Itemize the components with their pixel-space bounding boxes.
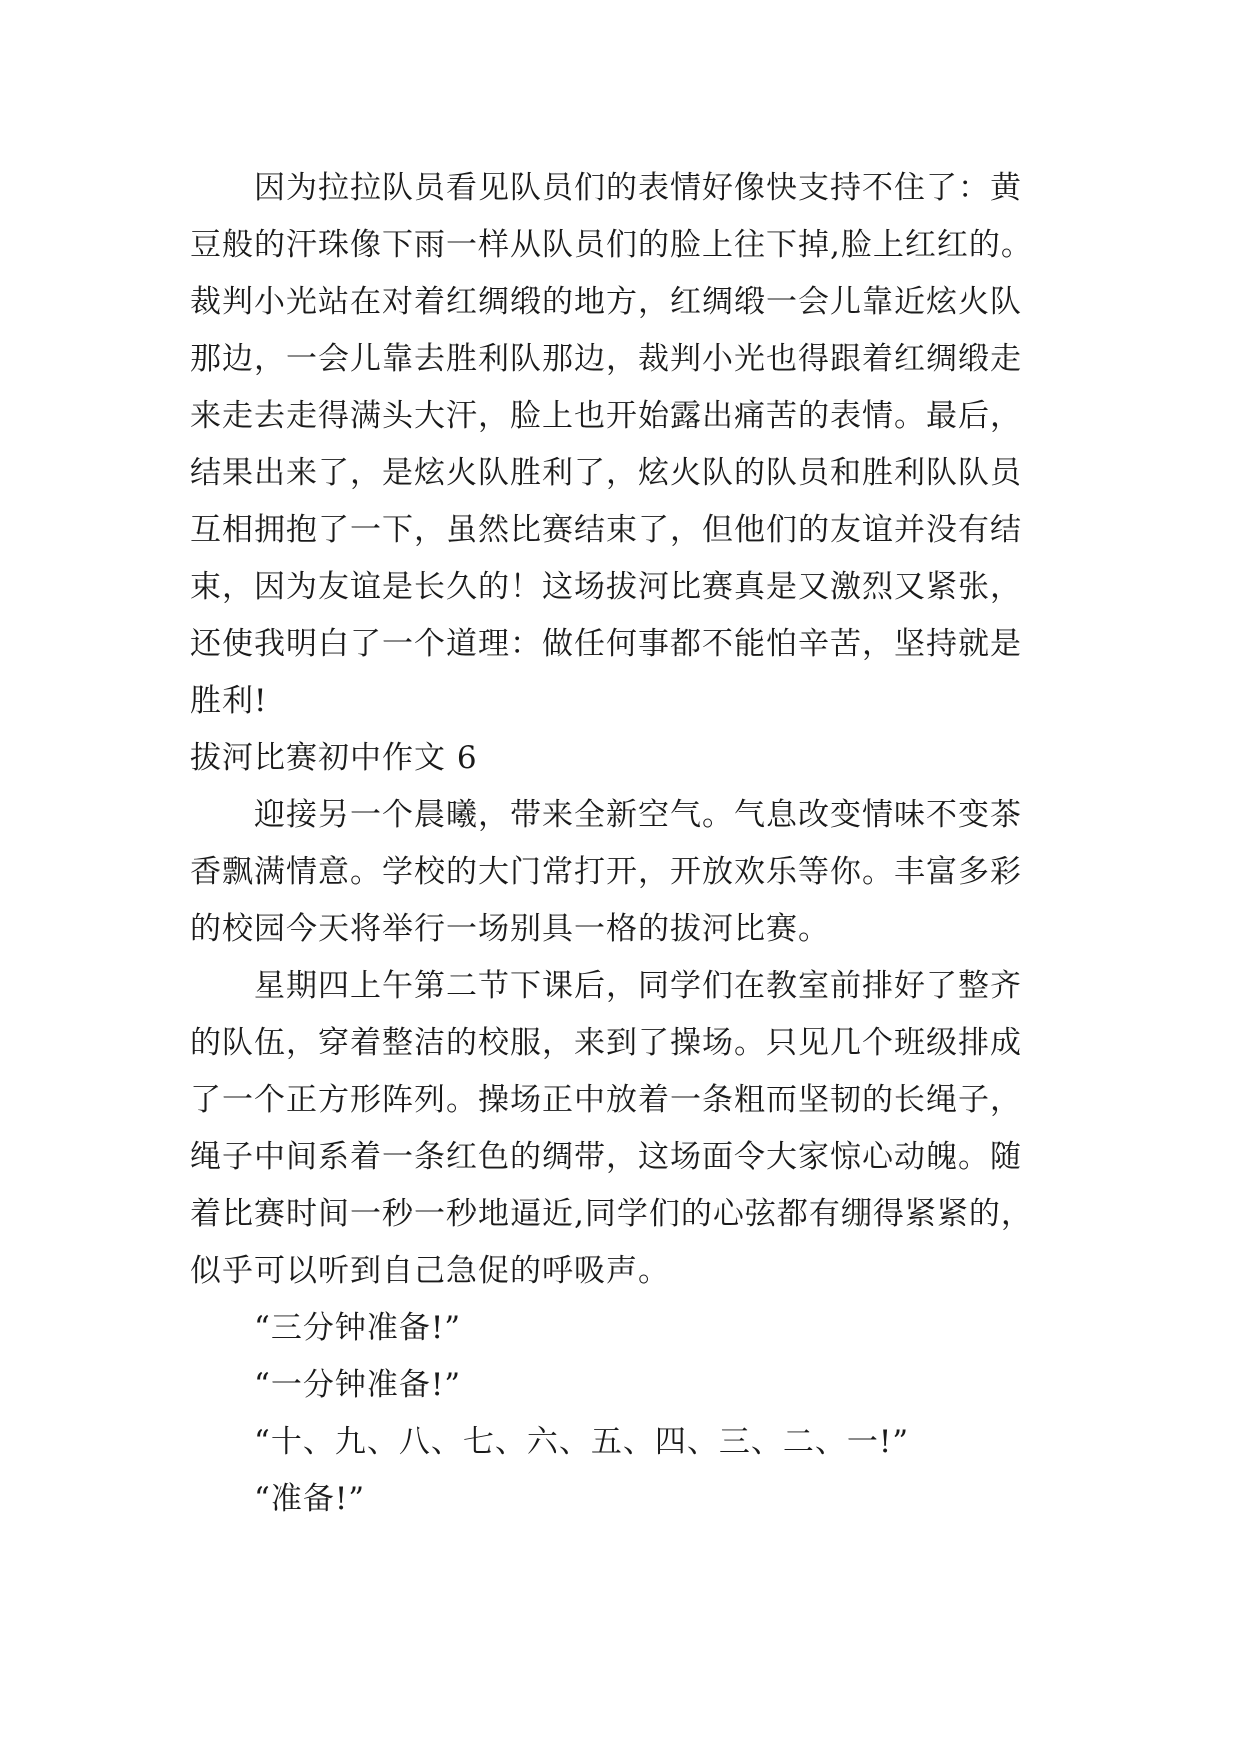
section-title: 拔河比赛初中作文 6 <box>190 740 478 776</box>
paragraph-line: 的队伍，穿着整洁的校服，来到了操场。只见几个班级排成 <box>190 1025 1022 1061</box>
paragraph-line: 了一个正方形阵列。操场正中放着一条粗而坚韧的长绳子， <box>190 1082 1022 1118</box>
paragraph-line: 结果出来了，是炫火队胜利了，炫火队的队员和胜利队队员 <box>190 455 1022 491</box>
paragraph-line: 那边，一会儿靠去胜利队那边，裁判小光也得跟着红绸缎走 <box>190 341 1022 377</box>
paragraph-line: 香飘满情意。学校的大门常打开，开放欢乐等你。丰富多彩 <box>190 854 1022 890</box>
dialogue-line: “十、九、八、七、六、五、四、三、二、一!” <box>254 1424 910 1460</box>
paragraph-line: 因为拉拉队员看见队员们的表情好像快支持不住了：黄 <box>254 170 1022 206</box>
paragraph-line: 互相拥抱了一下，虽然比赛结束了，但他们的友谊并没有结 <box>190 512 1022 548</box>
paragraph-line: 迎接另一个晨曦，带来全新空气。气息改变情味不变茶 <box>254 797 1022 833</box>
paragraph-line: 来走去走得满头大汗，脸上也开始露出痛苦的表情。最后， <box>190 398 1022 434</box>
paragraph-line: 星期四上午第二节下课后，同学们在教室前排好了整齐 <box>254 968 1022 1004</box>
essay-body <box>190 160 1070 1528</box>
paragraph-line: 胜利! <box>190 683 268 719</box>
paragraph-line: 还使我明白了一个道理：做任何事都不能怕辛苦，坚持就是 <box>190 626 1022 662</box>
paragraph-line: 着比赛时间一秒一秒地逼近,同学们的心弦都有绷得紧紧的， <box>190 1196 1033 1232</box>
paragraph-line: 的校园今天将举行一场别具一格的拔河比赛。 <box>190 911 830 947</box>
dialogue-line: “准备!” <box>254 1481 366 1517</box>
dialogue-line: “三分钟准备!” <box>254 1310 462 1346</box>
paragraph-line: 束，因为友谊是长久的！这场拔河比赛真是又激烈又紧张， <box>190 569 1022 605</box>
dialogue-line: “一分钟准备!” <box>254 1367 462 1403</box>
paragraph-line: 绳子中间系着一条红色的绸带，这场面令大家惊心动魄。随 <box>190 1139 1022 1175</box>
paragraph-line: 豆般的汗珠像下雨一样从队员们的脸上往下掉,脸上红红的。 <box>190 227 1033 263</box>
paragraph-line: 裁判小光站在对着红绸缎的地方，红绸缎一会儿靠近炫火队 <box>190 284 1022 320</box>
paragraph-line: 似乎可以听到自己急促的呼吸声。 <box>190 1253 670 1289</box>
